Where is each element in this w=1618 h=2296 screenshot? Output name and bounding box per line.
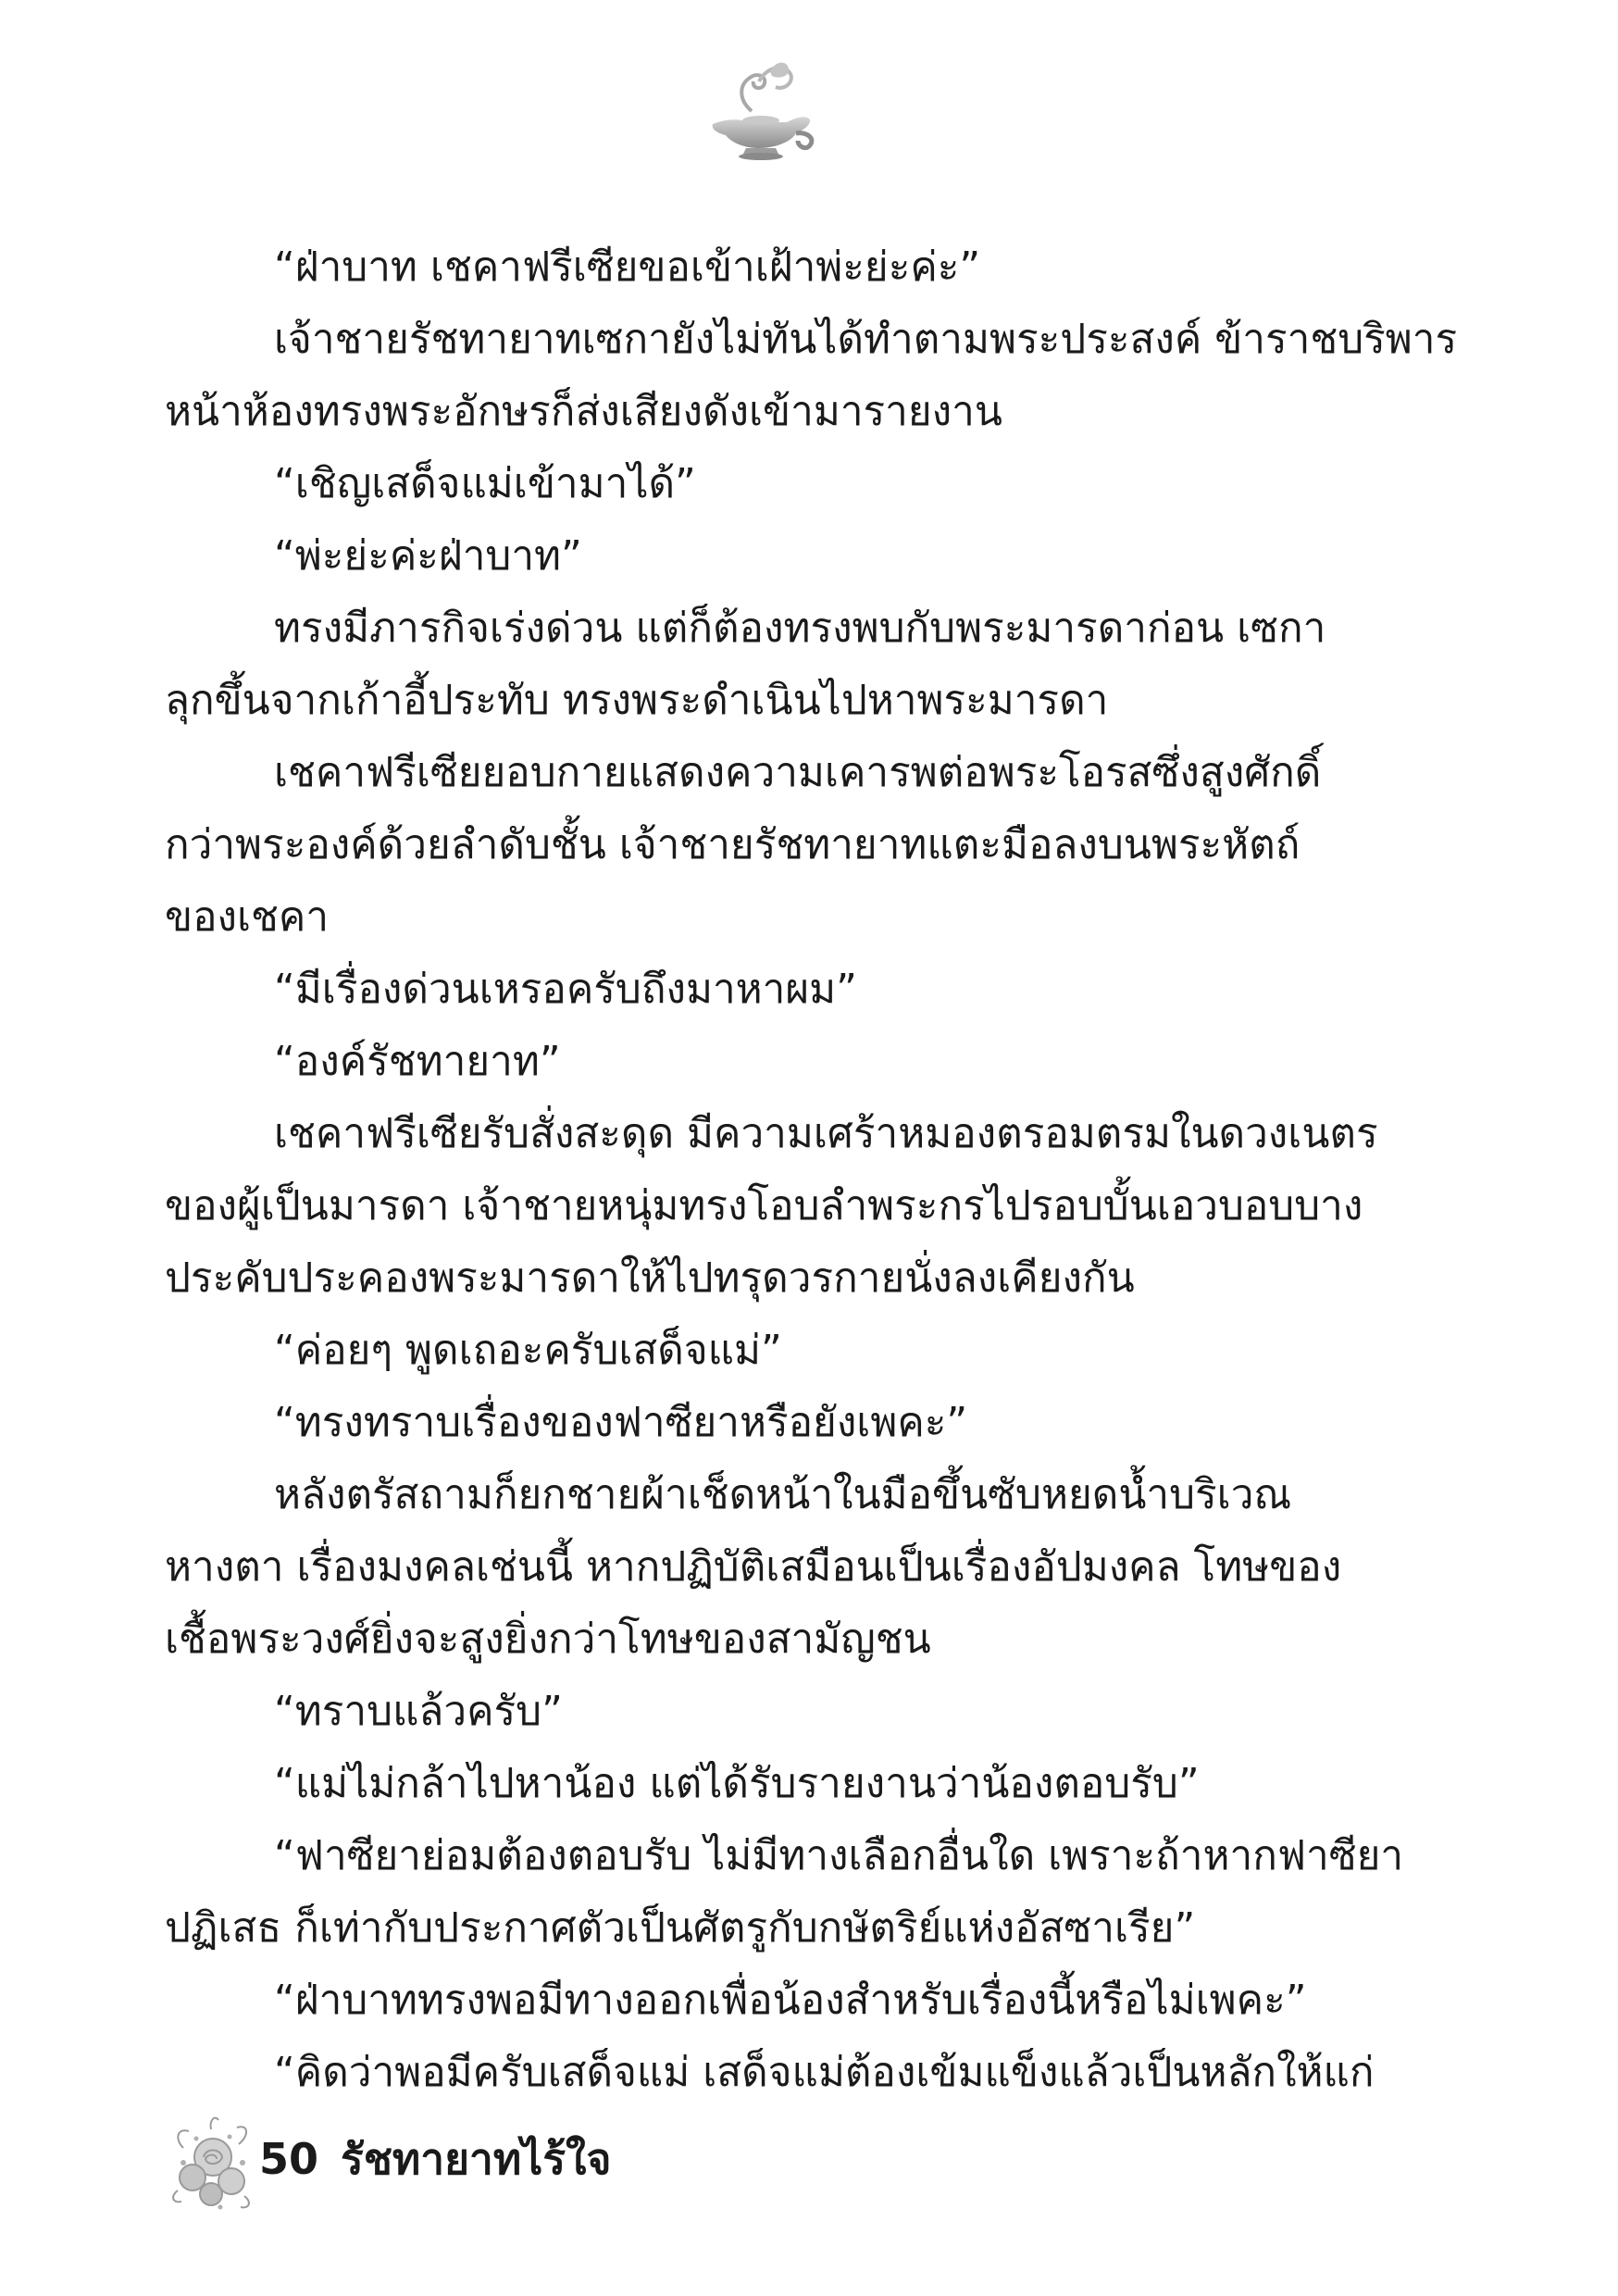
paragraph-line: หน้าห้องทรงพระอักษรก็ส่งเสียงดังเข้ามารายงาน (165, 388, 1002, 435)
paragraph-line-first: “ทรงทราบเรื่องของฟาซียาหรือยังเพคะ” (274, 1399, 968, 1446)
paragraph-line: ลุกขึ้นจากเก้าอี้ประทับ ทรงพระดำเนินไปหาพระมารดา (165, 677, 1109, 724)
body-text (165, 231, 1458, 2109)
paragraph-line-first: “มีเรื่องด่วนเหรอครับถึงมาหาผม” (274, 966, 857, 1013)
paragraph-line-first: “เชิญเสด็จแม่เข้ามาได้” (274, 460, 696, 507)
paragraph-line-first: หลังตรัสถามก็ยกชายผ้าเช็ดหน้าในมือขึ้นซับหยดน้ำบริเวณ (274, 1471, 1292, 1518)
paragraph-line-first: “ค่อยๆ พูดเถอะครับเสด็จแม่” (274, 1327, 782, 1374)
paragraph-line-first: “ฝ่าบาท เชคาฟรีเซียขอเข้าเฝ้าพ่ะย่ะค่ะ” (274, 243, 981, 291)
paragraph-line-first: “พ่ะย่ะค่ะฝ่าบาท” (274, 532, 582, 580)
paragraph-line: ของเชคา (165, 893, 330, 941)
book-title: รัชทายาทไร้ใจ (341, 2134, 612, 2184)
paragraph-line: กว่าพระองค์ด้วยลำดับชั้น เจ้าชายรัชทายาทแตะมือลงบนพระหัตถ์ (165, 821, 1301, 868)
paragraph-line-first: เจ้าชายรัชทายาทเซกายังไม่ทันได้ทำตามพระประสงค์ ข้าราชบริพาร (274, 316, 1458, 363)
paragraph-line: ของผู้เป็นมารดา เจ้าชายหนุ่มทรงโอบลำพระกรไปรอบบั้นเอวบอบบาง (165, 1182, 1363, 1229)
paragraph-line-first: “ทราบแล้วครับ” (274, 1688, 563, 1735)
paragraph-line-first: “ฝ่าบาททรงพอมีทางออกเพื่อน้องสำหรับเรื่องนี้หรือไม่เพคะ” (274, 1977, 1307, 2024)
paragraph-line-first: “ฟาซียาย่อมต้องตอบรับ ไม่มีทางเลือกอื่นใด เพราะถ้าหากฟาซียา (274, 1832, 1404, 1879)
paragraph-line: ปฏิเสธ ก็เท่ากับประกาศตัวเป็นศัตรูกับกษัตริย์แห่งอัสซาเรีย” (165, 1904, 1196, 1952)
rose-bouquet-icon (165, 2111, 257, 2213)
page-footer (165, 2111, 998, 2222)
paragraph-line-first: เชคาฟรีเซียรับสั่งสะดุด มีความเศร้าหมองตรอมตรมในดวงเนตร (274, 1110, 1378, 1157)
paragraph-line-first: “องค์รัชทายาท” (274, 1038, 561, 1085)
genie-lamp-icon (694, 54, 824, 165)
paragraph-line: เชื้อพระวงศ์ยิ่งจะสูงยิ่งกว่าโทษของสามัญชน (165, 1616, 931, 1663)
paragraph-line-first: “แม่ไม่กล้าไปหาน้อง แต่ได้รับรายงานว่าน้องตอบรับ” (274, 1760, 1200, 1807)
paragraph-line: หางตา เรื่องมงคลเช่นนี้ หากปฏิบัติเสมือนเป็นเรื่องอัปมงคล โทษของ (165, 1543, 1342, 1591)
paragraph-line-first: “คิดว่าพอมีครับเสด็จแม่ เสด็จแม่ต้องเข้มแข็งแล้วเป็นหลักให้แก่ (274, 2049, 1375, 2096)
paragraph-line-first: เชคาฟรีเซียยอบกายแสดงความเคารพต่อพระโอรสซึ่งสูงศักดิ์ (274, 749, 1322, 796)
paragraph-line: ประคับประคองพระมารดาให้ไปทรุดวรกายนั่งลงเคียงกัน (165, 1254, 1135, 1302)
page-number: 50 (259, 2134, 319, 2184)
paragraph-line-first: ทรงมีภารกิจเร่งด่วน แต่ก็ต้องทรงพบกับพระมารดาก่อน เซกา (274, 605, 1326, 652)
